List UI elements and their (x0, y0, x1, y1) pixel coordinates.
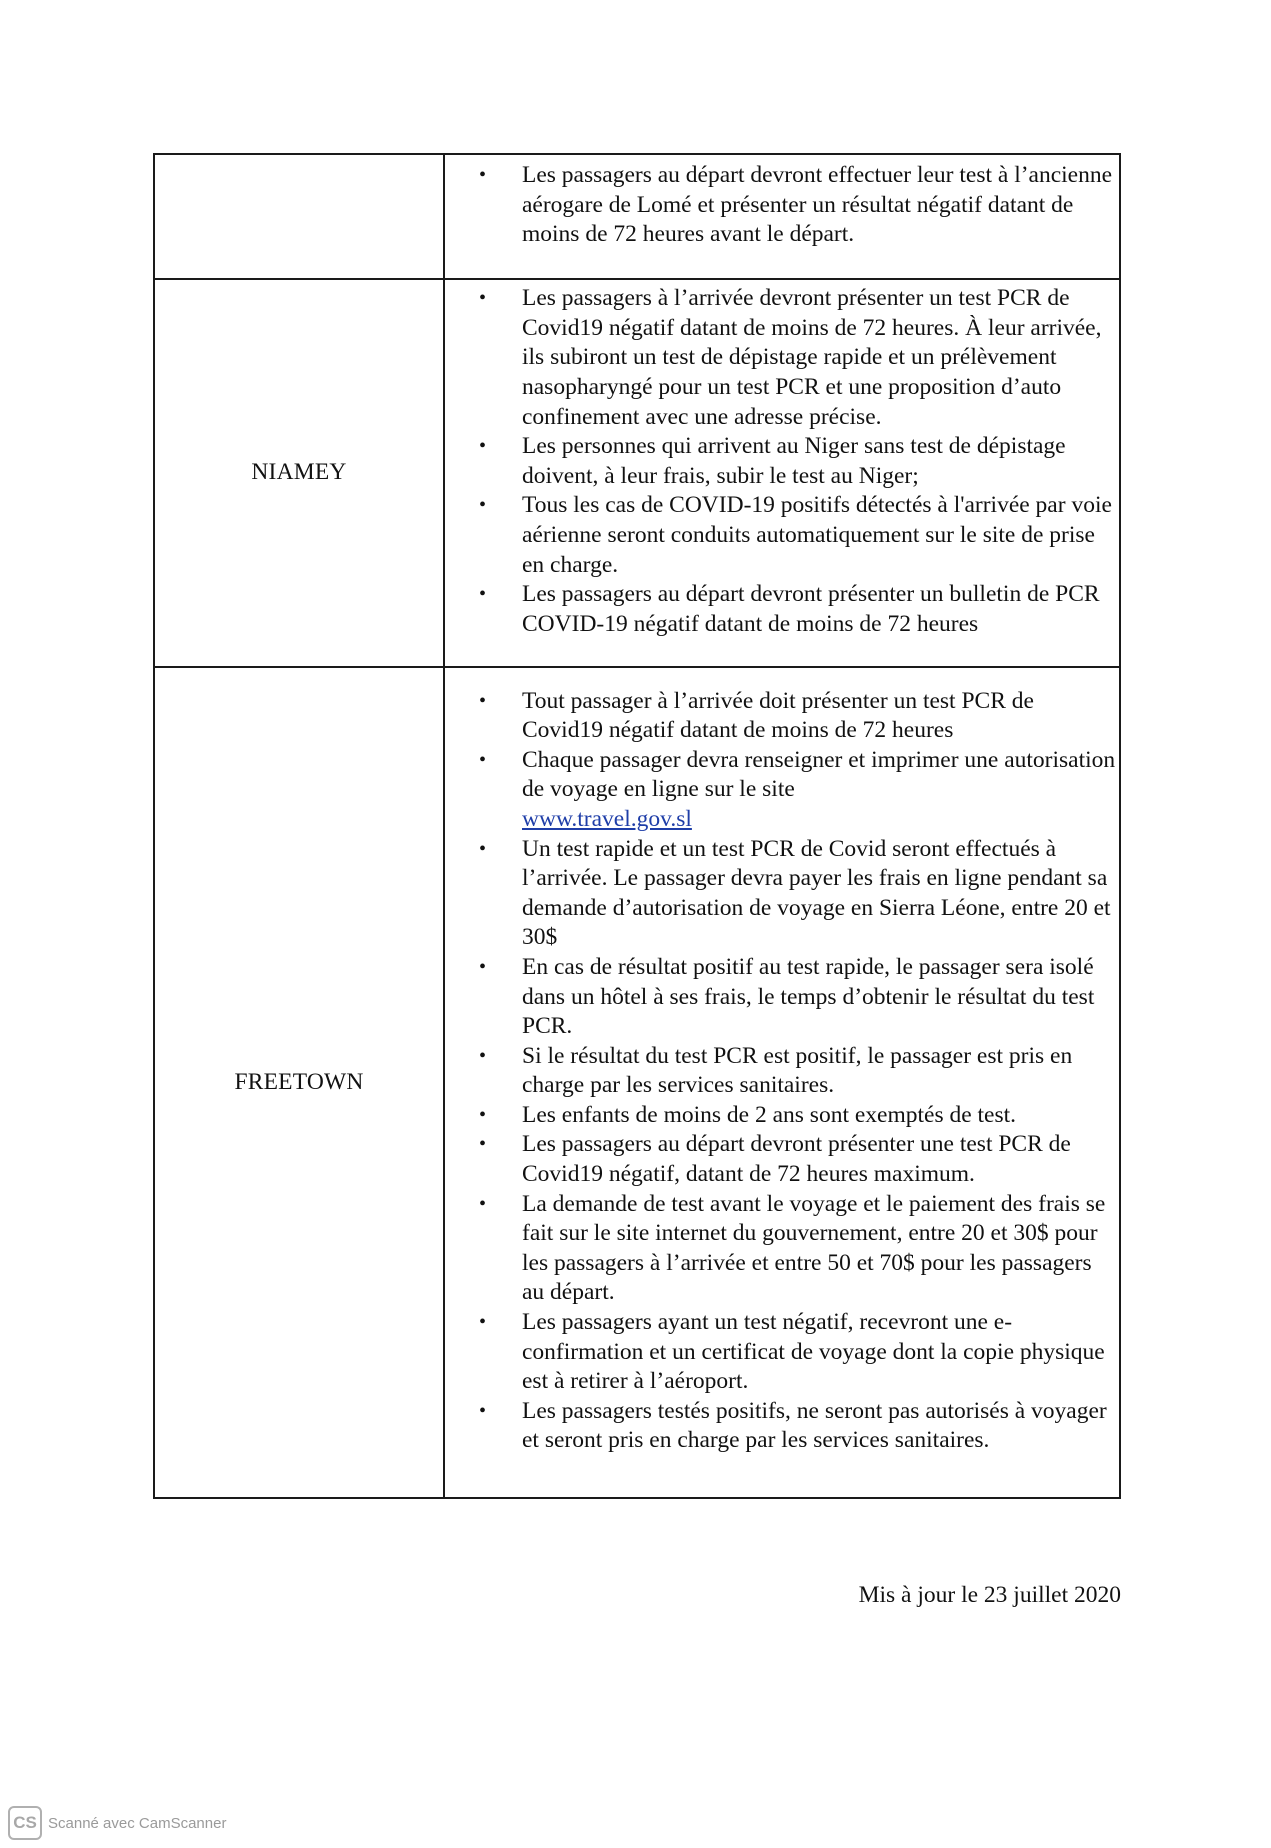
table-row (154, 279, 1120, 667)
table-row (154, 154, 1120, 279)
table-row (154, 667, 1120, 1498)
update-date: Mis à jour le 23 juillet 2020 (858, 1582, 1121, 1608)
list-item: • Les passagers au départ devront effectuer leur test à l’ancienne aérogare de Lomé et présenter un résultat négatif datant de moins de 72 heures avant le départ. (445, 161, 1119, 250)
city-name: NIAMEY (251, 459, 347, 486)
list-item-text: Chaque passager devra renseigner et imprimer une autorisation de voyage en ligne sur le site (522, 746, 1116, 803)
camscanner-logo-icon: CS (8, 1806, 42, 1840)
list-item: • La demande de test avant le voyage et le paiement des frais se fait sur le site internet du gouvernement, entre 20 et 30$ pour les passagers à l’arrivée et entre 50 et 70$ pour les passagers au départ. (445, 1190, 1119, 1308)
list-item: • Tous les cas de COVID-19 positifs détectés à l'arrivée par voie aérienne seront conduits automatiquement sur le site de prise en charge. (445, 491, 1119, 580)
list-item: • Les passagers à l’arrivée devront présenter un test PCR de Covid19 négatif datant de moins de 72 heures. À leur arrivée, ils subiront un test de dépistage rapide et un prélèvement nasopharyngé pour un test PCR et une proposition d’auto confinement avec une adresse précise. (445, 284, 1119, 432)
rules-cell (444, 667, 1120, 1498)
list-item: • Les passagers au départ devront présenter une test PCR de Covid19 négatif, datant de 72 heures maximum. (445, 1130, 1119, 1189)
camscanner-watermark (8, 1806, 226, 1840)
rules-list (445, 282, 1119, 663)
city-cell (154, 667, 444, 1498)
list-item (445, 746, 1119, 835)
city-name: FREETOWN (234, 1068, 364, 1095)
city-cell (154, 279, 444, 667)
list-item: • Tout passager à l’arrivée doit présenter un test PCR de Covid19 négatif datant de moins de 72 heures (445, 687, 1119, 746)
list-item: • Les personnes qui arrivent au Niger sans test de dépistage doivent, à leur frais, subir le test au Niger; (445, 432, 1119, 491)
rules-list (445, 155, 1119, 278)
rules-cell (444, 279, 1120, 667)
list-item: • Les enfants de moins de 2 ans sont exemptés de test. (445, 1101, 1119, 1131)
list-item: • Si le résultat du test PCR est positif, le passager est pris en charge par les services sanitaires. (445, 1042, 1119, 1101)
list-item: • En cas de résultat positif au test rapide, le passager sera isolé dans un hôtel à ses frais, le temps d’obtenir le résultat du test PCR. (445, 953, 1119, 1042)
city-cell (154, 154, 444, 279)
rules-list (445, 685, 1119, 1480)
travel-site-link[interactable]: www.travel.gov.sl (522, 805, 692, 832)
list-item: • Les passagers au départ devront présenter un bulletin de PCR COVID-19 négatif datant de moins de 72 heures (445, 580, 1119, 639)
watermark-text: Scanné avec CamScanner (48, 1814, 227, 1832)
regulations-table (153, 153, 1121, 1499)
rules-cell (444, 154, 1120, 279)
list-item: • Les passagers testés positifs, ne seront pas autorisés à voyager et seront pris en charge par les services sanitaires. (445, 1397, 1119, 1456)
list-item: • Les passagers ayant un test négatif, recevront une e-confirmation et un certificat de voyage dont la copie physique est à retirer à l’aéroport. (445, 1308, 1119, 1397)
list-item: • Un test rapide et un test PCR de Covid seront effectués à l’arrivée. Le passager devra payer les frais en ligne pendant sa demande d’autorisation de voyage en Sierra Léone, entre 20 et 30$ (445, 835, 1119, 953)
